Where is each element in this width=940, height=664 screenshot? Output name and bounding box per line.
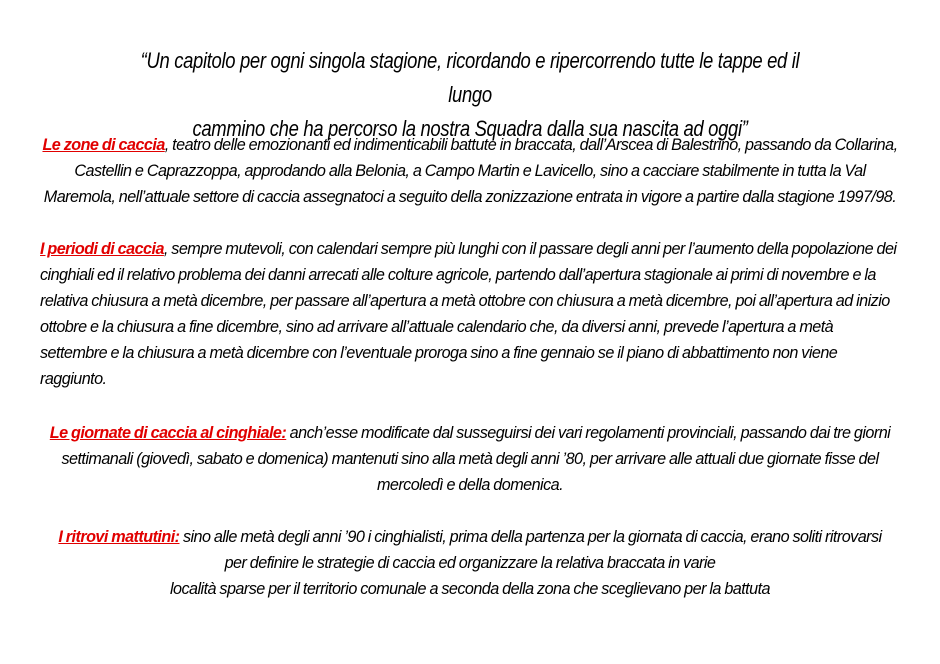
body-meetings-line-2: per definire le strategie di caccia ed organizzare la relativa braccata in varie — [224, 554, 716, 572]
body-meetings-line-1: sino alle metà degli anni ’90 i cinghialisti, prima della partenza per la giornata di caccia, erano soliti ritrovarsi — [179, 528, 882, 546]
heading-meetings: I ritrovi mattutini: — [58, 528, 180, 546]
intro-line-2: cammino che ha percorso la nostra Squadra dalla sua nascita ad oggi” — [192, 116, 748, 141]
heading-zones: Le zone di caccia — [42, 136, 165, 154]
paragraph-zones — [38, 132, 902, 210]
intro-line-1: “Un capitolo per ogni singola stagione, ricordando e ripercorrendo tutte le tappe ed il lungo — [140, 48, 800, 107]
paragraph-periods — [40, 236, 902, 392]
intro-quote — [134, 44, 806, 146]
body-periods: , sempre mutevoli, con calendari sempre più lunghi con il passare degli anni per l’aumento della popolazione dei cinghiali ed il relativo problema dei danni arrecati alle colture agricole, partendo dall’apertura stagionale ai primi di novembre e la relativa chiusura a metà dicembre, per passare all’apertura a metà ottobre con chiusura a metà dicembre, poi all’apertura ad inizio ottobre e la chiusura a fine dicembre, sino ad arrivare all’attuale calendario che, da diversi anni, prevede l’apertura a metà settembre e la chiusura a metà dicembre con l’eventuale proroga sino a fine gennaio se il piano di abbattimento non viene raggiunto. — [40, 240, 897, 388]
heading-periods: I periodi di caccia — [40, 240, 164, 258]
heading-days: Le giornate di caccia al cinghiale: — [49, 424, 287, 442]
body-meetings-line-3: località sparse per il territorio comunale a seconda della zona che sceglievano per la battuta — [170, 580, 770, 598]
paragraph-days — [38, 420, 902, 498]
body-days: anch’esse modificate dal susseguirsi dei vari regolamenti provinciali, passando dai tre giorni settimanali (giovedì, sabato e domenica) mantenuti sino alla metà degli anni ’80, per arrivare alle attuali due giornate fisse del mercoledì e della domenica. — [61, 424, 891, 494]
body-zones: , teatro delle emozionanti ed indimenticabili battute in braccata, dall’Arscea di Balestrino, passando da Collarina, Castellin e Caprazzoppa, approdando alla Belonia, a Campo Martin e Lavicello, sino a cacciare stabilmente in tutta la Val Maremola, nell’attuale settore di caccia assegnatoci a seguito della zonizzazione entrata in vigore a partire dalla stagione 1997/98. — [43, 136, 898, 206]
paragraph-meetings — [38, 524, 902, 602]
